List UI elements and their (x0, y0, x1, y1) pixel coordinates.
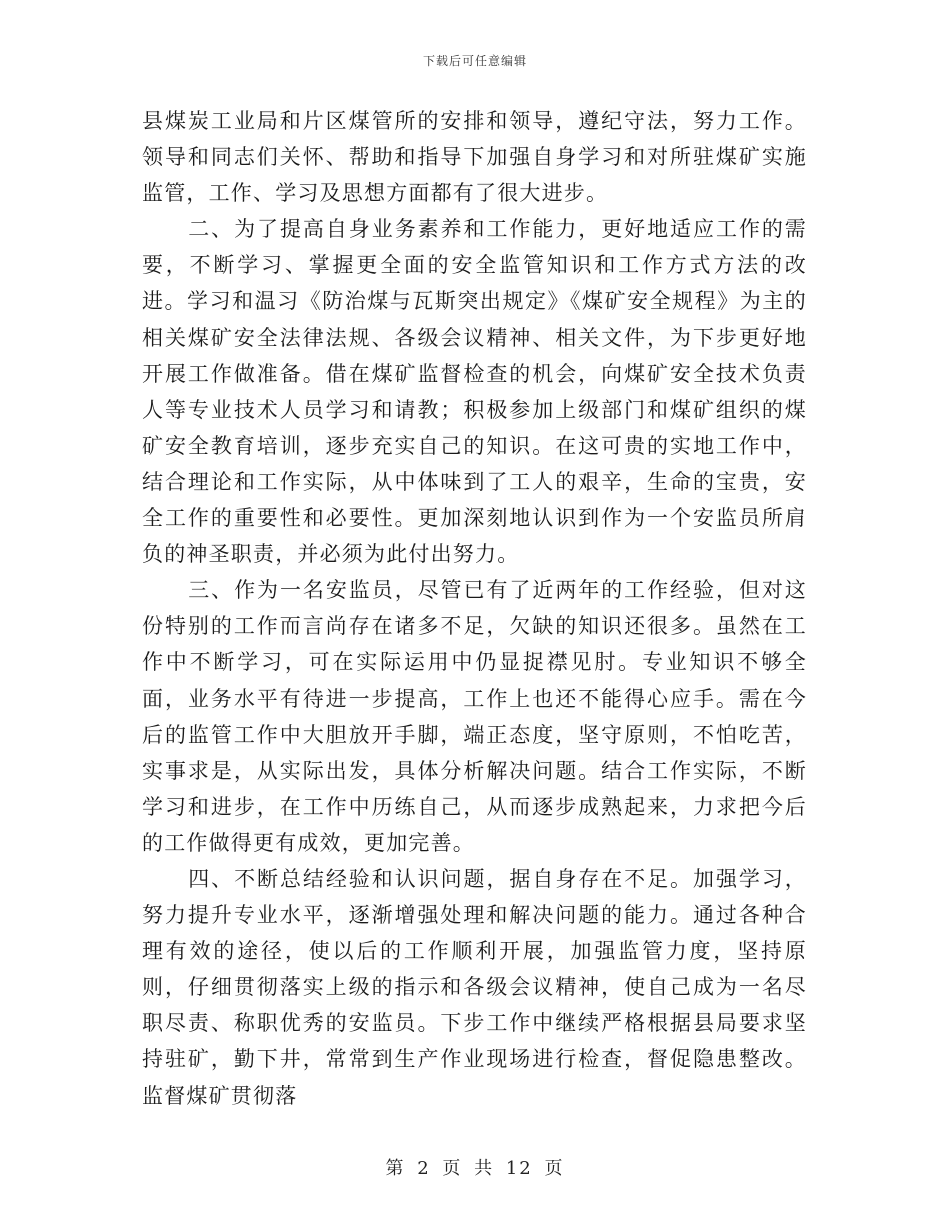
document-body (142, 103, 807, 1114)
paragraph-section-4: 四、不断总结经验和认识问题，据自身存在不足。加强学习，努力提升专业水平，逐渐增强处理和解决问题的能力。通过各种合理有效的途径，使以后的工作顺利开展，加强监管力度，坚持原则，仔细贯彻落实上级的指示和各级会议精神，使自己成为一名尽职尽责、称职优秀的安监员。下步工作中继续严格根据县局要求坚持驻矿，勤下井，常常到生产作业现场进行检查，督促隐患整改。监督煤矿贯彻落 (142, 866, 807, 1108)
page-header: 下载后可任意编辑 (422, 54, 527, 68)
paragraph-continuation: 县煤炭工业局和片区煤管所的安排和领导，遵纪守法，努力工作。领导和同志们关怀、帮助和指导下加强自身学习和对所驻煤矿实施监管，工作、学习及思想方面都有了很大进步。 (142, 109, 807, 206)
paragraph-section-2: 二、为了提高自身业务素养和工作能力，更好地适应工作的需要，不断学习、掌握更全面的安全监管知识和工作方式方法的改进。学习和温习《防治煤与瓦斯突出规定》《煤矿安全规程》为主的相关煤矿安全法律法规、各级会议精神、相关文件，为下步更好地开展工作做准备。借在煤矿监督检查的机会，向煤矿安全技术负责人等专业技术人员学习和请教；积极参加上级部门和煤矿组织的煤矿安全教育培训，逐步充实自己的知识。在这可贵的实地工作中，结合理论和工作实际，从中体味到了工人的艰辛，生命的宝贵，安全工作的重要性和必要性。更加深刻地认识到作为一个安监员所肩负的神圣职责，并必须为此付出努力。 (142, 217, 807, 567)
page-number-footer: 第 2 页 共 12 页 (385, 1158, 565, 1179)
paragraph-section-3: 三、作为一名安监员，尽管已有了近两年的工作经验，但对这份特别的工作而言尚存在诸多不足，欠缺的知识还很多。虽然在工作中不断学习，可在实际运用中仍显捉襟见肘。专业知识不够全面，业务水平有待进一步提高，工作上也还不能得心应手。需在今后的监管工作中大胆放开手脚，端正态度，坚守原则，不怕吃苦，实事求是，从实际出发，具体分析解决问题。结合工作实际，不断学习和进步，在工作中历练自己，从而逐步成熟起来，力求把今后的工作做得更有成效，更加完善。 (142, 578, 807, 855)
